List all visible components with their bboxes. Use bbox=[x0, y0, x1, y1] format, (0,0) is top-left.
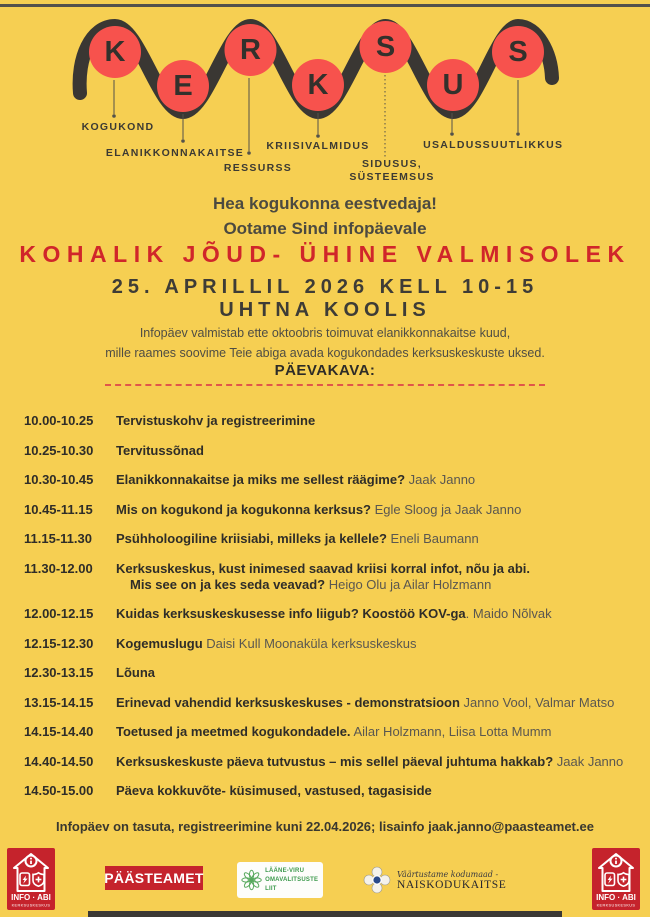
schedule-description bbox=[108, 531, 640, 547]
kerksus-letter: K bbox=[307, 69, 329, 101]
schedule-time: 14.15-14.40 bbox=[24, 724, 94, 739]
wave-label: ELANIKKONNAKAITSE bbox=[105, 147, 245, 159]
schedule-row bbox=[24, 531, 640, 547]
registration-note: Infopäev on tasuta, registreerimine kuni 22.04.2026; lisainfo jaak.janno@paasteamet.ee bbox=[56, 819, 594, 834]
schedule-row bbox=[24, 606, 640, 622]
schedule-time: 12.00-12.15 bbox=[24, 606, 94, 621]
schedule-text-segment: Kuidas kerksuskeskusesse info liigub? Koostöö KOV-ga bbox=[116, 606, 466, 621]
schedule-list bbox=[24, 413, 640, 813]
naiskodukaitse-emblem-icon bbox=[362, 865, 392, 895]
schedule-row bbox=[24, 695, 640, 711]
schedule-text-segment: Päeva kokkuvõte- küsimused, vastused, tagasiside bbox=[116, 783, 432, 798]
event-location: UHTNA KOOLIS bbox=[219, 299, 431, 321]
schedule-description bbox=[108, 665, 640, 681]
kerksus-letter: S bbox=[508, 36, 528, 68]
schedule-text-segment: Eneli Baumann bbox=[386, 531, 479, 546]
info-abi-subtitle: KERKSUSKESKUS bbox=[11, 903, 51, 908]
kerksus-letter: S bbox=[375, 31, 396, 63]
schedule-time: 11.15-11.30 bbox=[24, 531, 92, 546]
schedule-text-segment: Daisi Kull Moonaküla kerksuskeskus bbox=[202, 635, 417, 651]
connector-dot bbox=[450, 132, 454, 136]
schedule-text-segment: Kerksuskeskus, kust inimesed saavad kriisi korral infot, nõu ja abi. bbox=[116, 560, 531, 576]
schedule-description bbox=[108, 606, 640, 622]
schedule-row bbox=[24, 636, 640, 652]
connector-dot bbox=[516, 132, 520, 136]
kerksus-wave-graphic bbox=[0, 0, 650, 190]
schedule-time: 10.00-10.25 bbox=[24, 413, 94, 428]
naiskodukaitse-motto: Väärtustame kodumaad - bbox=[397, 869, 499, 879]
schedule-description bbox=[108, 443, 640, 459]
schedule-row bbox=[24, 783, 640, 799]
kerksus-letter: U bbox=[442, 69, 464, 101]
schedule-row bbox=[24, 443, 640, 459]
schedule-description bbox=[108, 413, 640, 429]
wave-label: RESSURSS bbox=[223, 162, 293, 174]
naiskodukaitse-name: NAISKODUKAITSE bbox=[397, 878, 507, 891]
schedule-text-segment: Jaak Janno bbox=[553, 753, 624, 769]
greeting-line1: Hea kogukonna eestvedaja! bbox=[213, 194, 437, 213]
schedule-text-segment: Elanikkonnakaitse ja miks me sellest räägime? bbox=[116, 472, 406, 487]
info-abi-title: INFO · ABI bbox=[11, 893, 51, 902]
paasteamet-logo bbox=[105, 866, 203, 890]
schedule-text-segment: Mis see on ja kes seda veavad? bbox=[130, 576, 326, 592]
schedule-time: 11.30-12.00 bbox=[24, 560, 93, 576]
schedule-text-segment: Psühholoogiline kriisiabi, milleks ja kellele? bbox=[116, 531, 387, 546]
info-abi-subtitle: KERKSUSKESKUS bbox=[596, 903, 636, 908]
schedule-description bbox=[108, 502, 640, 518]
info-abi-logo-left bbox=[7, 848, 55, 910]
connector-dot bbox=[112, 114, 116, 118]
wave-label: SÜSTEEMSUS bbox=[349, 171, 435, 183]
schedule-description bbox=[108, 636, 640, 652]
schedule-description bbox=[108, 783, 640, 799]
schedule-row bbox=[24, 665, 640, 681]
schedule-text-segment: Mis on kogukond ja kogukonna kerksus? bbox=[116, 501, 371, 517]
schedule-text-segment: Toetused ja meetmed kogukondadele. bbox=[116, 724, 351, 739]
schedule-time: 10.45-11.15 bbox=[24, 501, 93, 517]
schedule-text-segment: Janno Vool, Valmar Matso bbox=[459, 694, 615, 710]
schedule-row bbox=[24, 561, 640, 593]
flower-emblem-icon bbox=[241, 867, 262, 893]
connector-dot bbox=[247, 151, 251, 155]
schedule-description bbox=[108, 561, 640, 593]
schedule-time: 10.30-10.45 bbox=[24, 472, 94, 487]
schedule-description bbox=[108, 472, 640, 488]
connector-dot bbox=[316, 134, 320, 138]
schedule-description bbox=[108, 695, 640, 711]
kerksus-letter: K bbox=[104, 36, 126, 68]
greeting bbox=[0, 192, 650, 241]
schedule-time: 14.40-14.50 bbox=[24, 753, 94, 769]
wave-label: KRIISIVALMIDUS bbox=[266, 140, 370, 152]
laane-viru-logo bbox=[237, 862, 323, 898]
schedule-text-segment: Tervitussõnad bbox=[116, 442, 204, 458]
info-icon-dot bbox=[615, 858, 617, 860]
connector-dot bbox=[181, 139, 185, 143]
info-icon-dot bbox=[30, 858, 32, 860]
agenda-heading: PÄEVAKAVA: bbox=[274, 362, 376, 379]
schedule-text-segment: Ailar Holzmann, Liisa Lotta Mumm bbox=[350, 724, 552, 739]
schedule-row bbox=[24, 413, 640, 429]
schedule-time: 10.25-10.30 bbox=[24, 442, 94, 458]
schedule-text-segment: Kerksuskeskuste päeva tutvustus – mis sellel päeval juhtuma hakkab? bbox=[116, 753, 554, 769]
schedule-description bbox=[108, 754, 640, 770]
greeting-line2: Ootame Sind infopäevale bbox=[223, 218, 427, 238]
schedule-text-segment: Erinevad vahendid kerksuskeskuses - demonstratsioon bbox=[116, 694, 460, 710]
schedule-row bbox=[24, 472, 640, 488]
poster-title: KOHALIK JÕUD- ÜHINE VALMISOLEK bbox=[19, 241, 631, 267]
event-date: 25. APRILLIL 2026 KELL 10-15 bbox=[111, 276, 539, 298]
page-bottom-edge bbox=[88, 911, 562, 917]
schedule-text-segment: Tervistuskohv ja registreerimine bbox=[116, 413, 316, 428]
schedule-time: 12.30-13.15 bbox=[24, 665, 94, 680]
schedule-text-segment: Kogemuslugu bbox=[116, 635, 203, 651]
wave-label: KOGUKOND bbox=[81, 121, 155, 133]
info-abi-title: INFO · ABI bbox=[596, 893, 636, 902]
dashed-divider bbox=[105, 384, 545, 386]
naiskodukaitse-logo bbox=[362, 862, 542, 898]
schedule-time: 12.15-12.30 bbox=[24, 635, 94, 651]
schedule-text-segment: Lõuna bbox=[116, 665, 155, 680]
kerksus-letter: R bbox=[240, 34, 261, 66]
intro-line1: Infopäev valmistab ette oktoobris toimuvat elanikkonnakaitse kuud, bbox=[139, 326, 511, 340]
schedule-row bbox=[24, 502, 640, 518]
laane-viru-line1: LÄÄNE-VIRU bbox=[265, 867, 305, 874]
paasteamet-label: PÄÄSTEAMET bbox=[104, 870, 204, 886]
schedule-text-segment: Jaak Janno bbox=[405, 472, 476, 487]
wave-label: SUUTLIKKUS bbox=[482, 139, 564, 151]
intro-line2: mille raames soovime Teie abiga avada kogukondades kerksuskeskuste uksed. bbox=[105, 346, 545, 360]
schedule-row bbox=[24, 724, 640, 740]
intro-paragraph bbox=[0, 323, 650, 363]
schedule-text-segment: Egle Sloog ja Jaak Janno bbox=[371, 501, 522, 517]
schedule-text-segment: . Maido Nõlvak bbox=[465, 606, 552, 621]
schedule-time: 13.15-14.15 bbox=[24, 694, 94, 710]
info-abi-logo-right bbox=[592, 848, 640, 910]
schedule-row bbox=[24, 754, 640, 770]
schedule-description bbox=[108, 724, 640, 740]
kerksus-letter: E bbox=[173, 70, 193, 102]
wave-label: SIDUSUS, bbox=[362, 158, 422, 170]
schedule-time: 14.50-15.00 bbox=[24, 783, 94, 798]
laane-viru-line2: OMAVALITSUSTE LIIT bbox=[265, 876, 319, 892]
schedule-text-segment: Heigo Olu ja Ailar Holzmann bbox=[325, 576, 492, 592]
wave-label: USALDUS bbox=[423, 139, 483, 151]
